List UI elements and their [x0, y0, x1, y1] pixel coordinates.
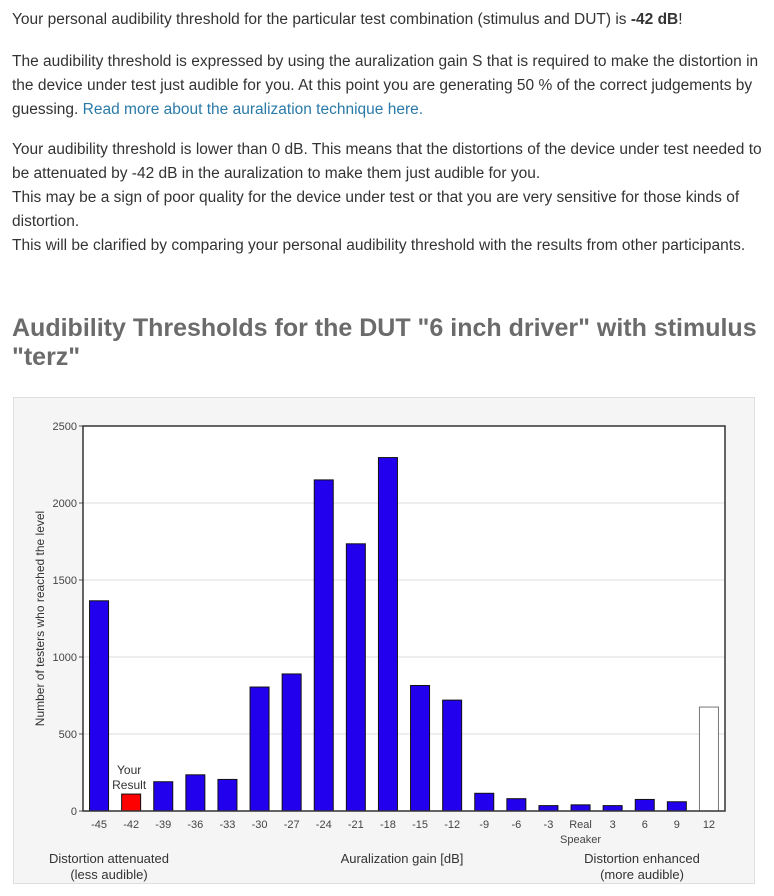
x-tick-label: -9	[479, 819, 490, 831]
bar--45	[90, 601, 109, 811]
bar-6	[635, 799, 654, 811]
bar-12	[699, 707, 718, 811]
caption-enhanced	[562, 851, 722, 883]
bar-real-speaker	[571, 805, 590, 811]
bar--9	[475, 793, 494, 811]
bar--6	[507, 799, 526, 811]
bar--33	[218, 779, 237, 811]
bar-3	[603, 806, 622, 811]
x-tick-label: 12	[702, 819, 716, 831]
threshold-interpretation	[12, 138, 764, 258]
x-tick-label: -39	[155, 819, 172, 831]
your-result-label-line-2: Result	[112, 778, 147, 793]
x-tick-label: -27	[283, 819, 300, 831]
auralization-explanation-text: The audibility threshold is expressed by using the auralization gain S that is required to make the distortion in the device under test just audible for you. At this point you are generating 50 % of the correct judgements by guessing.	[12, 53, 759, 118]
y-tick-label: 1000	[52, 652, 77, 664]
y-tick-label: 1500	[52, 575, 77, 587]
bar--27	[282, 674, 301, 811]
threshold-summary-end: !	[678, 11, 683, 28]
threshold-value: -42 dB	[630, 11, 679, 28]
x-axis-title: Auralization gain [dB]	[340, 851, 464, 866]
x-tick-label: 6	[641, 819, 648, 831]
bar--3	[539, 806, 558, 811]
bar--12	[443, 700, 462, 811]
y-tick-label: 500	[58, 729, 77, 741]
x-tick-label: Real	[569, 819, 592, 831]
chart-container	[13, 397, 755, 884]
bar--42	[122, 794, 141, 811]
x-tick-label: -12	[444, 819, 461, 831]
x-tick-label: -18	[379, 819, 396, 831]
caption-attenuated-line-2: (less audible)	[70, 867, 148, 882]
x-tick-label: -21	[347, 819, 364, 831]
bar--36	[186, 775, 205, 811]
caption-enhanced-line-2: (more audible)	[600, 867, 684, 882]
interpretation-line-1: Your audibility threshold is lower than 0 dB. This means that the distortions of the device under test needed to be attenuated by -42 dB in the auralization to make them just audible for you.	[12, 141, 762, 182]
x-tick-label: -24	[315, 819, 332, 831]
x-tick-label: -45	[91, 819, 108, 831]
auralization-explanation	[12, 50, 764, 122]
bar--21	[346, 544, 365, 811]
audibility-threshold-bar-chart	[14, 398, 756, 885]
x-tick-label: -36	[187, 819, 204, 831]
x-tick-label: -30	[251, 819, 268, 831]
caption-enhanced-line-1: Distortion enhanced	[584, 851, 700, 866]
x-tick-label: -6	[511, 819, 522, 831]
x-tick-label: -15	[412, 819, 429, 831]
caption-attenuated	[26, 851, 192, 883]
threshold-summary-text: Your personal audibility threshold for the particular test combination (stimulus and DUT) is	[12, 11, 631, 28]
bar--15	[411, 685, 430, 811]
y-axis-title: Number of testers who reached the level	[33, 510, 47, 727]
bar-9	[667, 802, 686, 811]
chart-heading: Audibility Thresholds for the DUT "6 inch driver" with stimulus "terz"	[12, 314, 757, 371]
caption-attenuated-line-1: Distortion attenuated	[49, 851, 169, 866]
your-result-label-line-1: Your	[117, 763, 142, 778]
plot-area	[83, 426, 725, 811]
x-tick-label: -42	[123, 819, 140, 831]
x-tick-label: 9	[673, 819, 680, 831]
x-tick-label: Speaker	[560, 834, 602, 846]
interpretation-line-2: This may be a sign of poor quality for the device under test or that you are very sensitive for those kinds of distortion.	[12, 189, 740, 230]
x-tick-label: 3	[609, 819, 616, 831]
y-tick-label: 2500	[52, 421, 77, 433]
bar--30	[250, 687, 269, 811]
bar--18	[378, 458, 397, 811]
interpretation-line-3: This will be clarified by comparing your personal audibility threshold with the results from other participants.	[12, 237, 746, 254]
bar--39	[154, 782, 173, 811]
bar--24	[314, 480, 333, 811]
x-tick-label: -3	[543, 819, 554, 831]
threshold-summary	[12, 8, 764, 32]
auralization-technique-link[interactable]: Read more about the auralization technique here.	[82, 101, 424, 118]
x-tick-label: -33	[219, 819, 236, 831]
y-tick-label: 2000	[52, 498, 77, 510]
y-tick-label: 0	[70, 806, 77, 818]
